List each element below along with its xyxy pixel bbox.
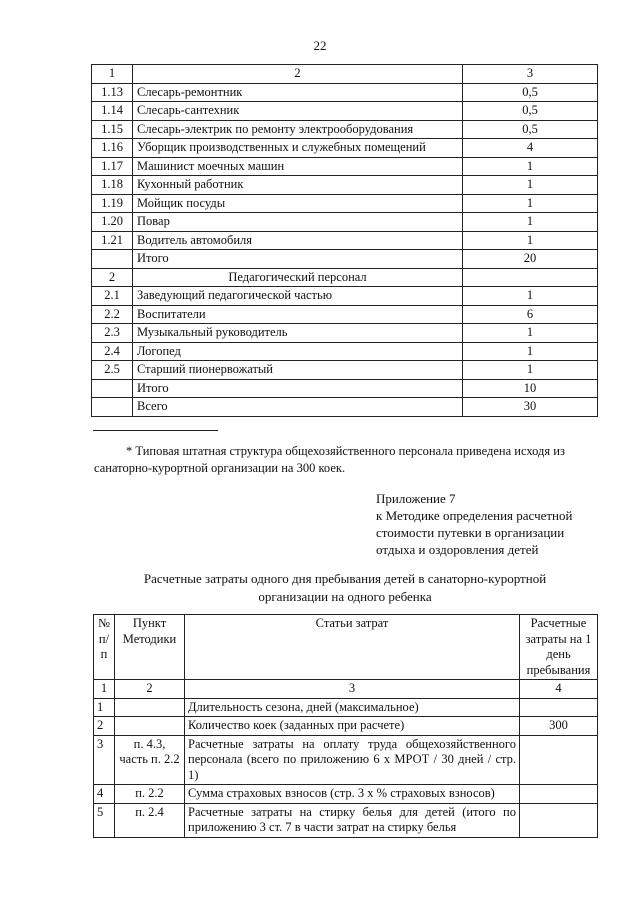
table-row <box>92 361 598 380</box>
header-item: Статьи затрат <box>185 615 520 680</box>
row-number <box>92 398 133 417</box>
row-name: Повар <box>133 213 463 232</box>
row-number: 4 <box>94 785 115 804</box>
row-value: 0,5 <box>463 102 598 121</box>
row-clause: п. 2.2 <box>115 785 185 804</box>
row-value <box>520 803 598 837</box>
row-name: Воспитатели <box>133 305 463 324</box>
header-num: № п/п <box>94 615 115 680</box>
row-value <box>520 735 598 785</box>
table-row <box>92 250 598 269</box>
row-value <box>520 785 598 804</box>
table-row <box>94 785 598 804</box>
row-number: 1.21 <box>92 231 133 250</box>
row-number: 1.20 <box>92 213 133 232</box>
row-value <box>520 698 598 717</box>
footnote <box>94 443 598 477</box>
staff-table <box>91 64 598 417</box>
row-name: Всего <box>133 398 463 417</box>
row-number: 1.19 <box>92 194 133 213</box>
table-row <box>92 398 598 417</box>
row-value: 1 <box>463 176 598 195</box>
page-number: 22 <box>313 38 327 53</box>
table-row <box>92 268 598 287</box>
row-name: Водитель автомобиля <box>133 231 463 250</box>
row-number <box>92 250 133 269</box>
row-clause: п. 2.4 <box>115 803 185 837</box>
table-row <box>92 83 598 102</box>
appendix-line: отдыха и оздоровления детей <box>376 542 539 557</box>
row-number: 1.15 <box>92 120 133 139</box>
section-title-line: организации на одного ребенка <box>258 589 432 604</box>
row-name: Педагогический персонал <box>133 268 463 287</box>
row-number: 2.4 <box>92 342 133 361</box>
row-clause <box>115 717 185 736</box>
row-value: 30 <box>463 398 598 417</box>
row-number: 2 <box>92 268 133 287</box>
row-name: Слесарь-сантехник <box>133 102 463 121</box>
row-number: 1.14 <box>92 102 133 121</box>
appendix-line: Приложение 7 <box>376 491 456 506</box>
table-row <box>92 157 598 176</box>
column-number-row <box>94 680 598 699</box>
table-row <box>92 213 598 232</box>
col-number: 3 <box>185 680 520 699</box>
row-value: 1 <box>463 231 598 250</box>
row-name: Логопед <box>133 342 463 361</box>
table-header-row <box>92 65 598 84</box>
col-number: 2 <box>115 680 185 699</box>
table-row <box>94 735 598 785</box>
row-value: 1 <box>463 324 598 343</box>
row-name: Слесарь-электрик по ремонту электрооборудования <box>133 120 463 139</box>
section-title <box>90 570 600 606</box>
row-value: 1 <box>463 361 598 380</box>
row-name: Кухонный работник <box>133 176 463 195</box>
row-item: Длительность сезона, дней (максимальное) <box>185 698 520 717</box>
row-number: 2.5 <box>92 361 133 380</box>
row-value: 6 <box>463 305 598 324</box>
table-row <box>92 176 598 195</box>
row-value: 1 <box>463 342 598 361</box>
row-number: 5 <box>94 803 115 837</box>
row-number: 2.3 <box>92 324 133 343</box>
row-item: Количество коек (заданных при расчете) <box>185 717 520 736</box>
row-item: Сумма страховых взносов (стр. 3 x % страховых взносов) <box>185 785 520 804</box>
row-value: 1 <box>463 194 598 213</box>
table-row <box>92 305 598 324</box>
row-name: Заведующий педагогической частью <box>133 287 463 306</box>
table-row <box>92 287 598 306</box>
row-name: Итого <box>133 250 463 269</box>
row-value: 20 <box>463 250 598 269</box>
table-header-row <box>94 615 598 680</box>
header-cell: 2 <box>133 65 463 84</box>
row-name: Итого <box>133 379 463 398</box>
row-value: 0,5 <box>463 83 598 102</box>
table-row <box>92 231 598 250</box>
row-item: Расчетные затраты на стирку белья для детей (итого по приложению 3 ст. 7 в части затрат на стирку белья <box>185 803 520 837</box>
table-row <box>92 324 598 343</box>
row-name: Старший пионервожатый <box>133 361 463 380</box>
row-number: 1.13 <box>92 83 133 102</box>
table-row <box>94 717 598 736</box>
costs-table <box>93 614 598 838</box>
col-number: 4 <box>520 680 598 699</box>
row-item: Расчетные затраты на оплату труда общехозяйственного персонала (всего по приложению 6 x МРОТ / 30 дней / стр. 1) <box>185 735 520 785</box>
row-value <box>463 268 598 287</box>
row-name: Мойщик посуды <box>133 194 463 213</box>
table-row <box>92 120 598 139</box>
header-cell: 1 <box>92 65 133 84</box>
row-name: Машинист моечных машин <box>133 157 463 176</box>
header-clause: Пункт Методики <box>115 615 185 680</box>
row-name: Музыкальный руководитель <box>133 324 463 343</box>
row-number: 1.18 <box>92 176 133 195</box>
row-value: 1 <box>463 213 598 232</box>
row-clause: п. 4.3, часть п. 2.2 <box>115 735 185 785</box>
footnote-line: * Типовая штатная структура общехозяйственного персонала приведена исходя из <box>126 444 565 458</box>
row-value: 1 <box>463 157 598 176</box>
row-clause <box>115 698 185 717</box>
row-name: Уборщик производственных и служебных помещений <box>133 139 463 158</box>
row-value: 10 <box>463 379 598 398</box>
header-value: Расчетные затраты на 1 день пребывания <box>520 615 598 680</box>
row-name: Слесарь-ремонтник <box>133 83 463 102</box>
row-value: 300 <box>520 717 598 736</box>
table-row <box>92 102 598 121</box>
row-number: 1.16 <box>92 139 133 158</box>
table-row <box>92 342 598 361</box>
section-title-line: Расчетные затраты одного дня пребывания детей в санаторно-курортной <box>143 571 547 586</box>
row-value: 1 <box>463 287 598 306</box>
row-number: 2.1 <box>92 287 133 306</box>
row-value: 0,5 <box>463 120 598 139</box>
appendix-line: к Методике определения расчетной <box>376 508 573 523</box>
row-value: 4 <box>463 139 598 158</box>
row-number: 3 <box>94 735 115 785</box>
table-row <box>92 194 598 213</box>
header-cell: 3 <box>463 65 598 84</box>
table-row <box>92 379 598 398</box>
footnote-line: санаторно-курортной организации на 300 коек. <box>94 461 346 475</box>
table-row <box>92 139 598 158</box>
row-number <box>92 379 133 398</box>
row-number: 1 <box>94 698 115 717</box>
table-row <box>94 698 598 717</box>
table-row <box>94 803 598 837</box>
col-number: 1 <box>94 680 115 699</box>
row-number: 2.2 <box>92 305 133 324</box>
row-number: 1.17 <box>92 157 133 176</box>
appendix-heading <box>376 490 606 558</box>
footnote-divider <box>93 430 218 431</box>
row-number: 2 <box>94 717 115 736</box>
appendix-line: стоимости путевки в организации <box>376 525 565 540</box>
